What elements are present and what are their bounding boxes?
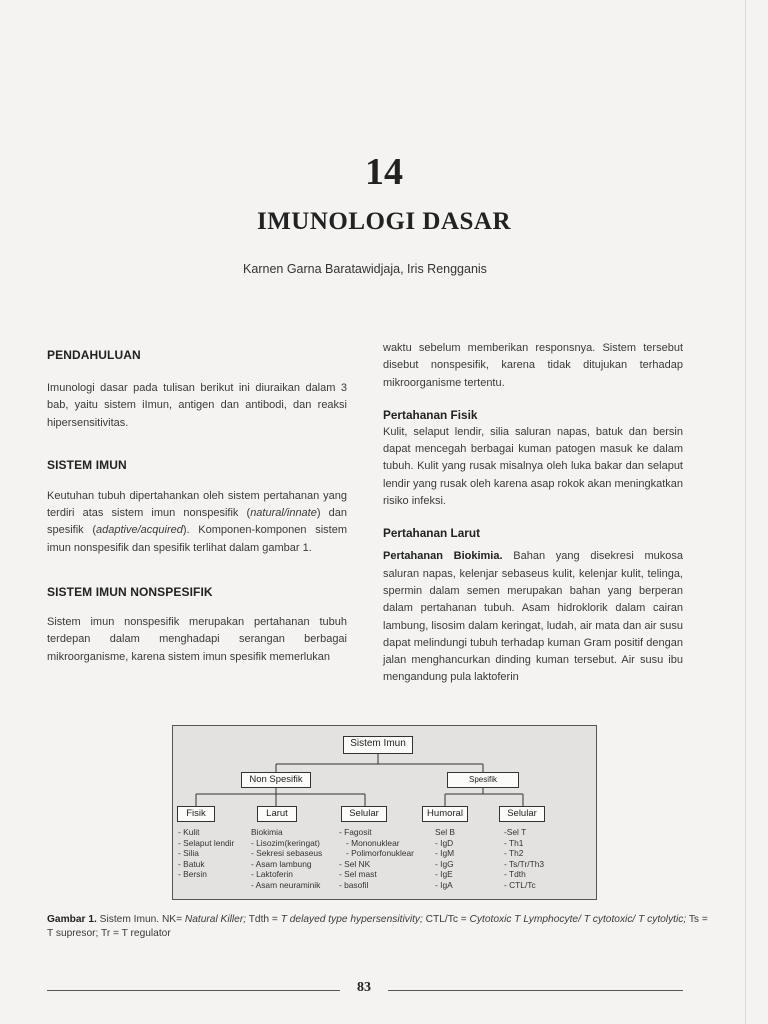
list-humoral: Sel B - IgD - IgM - IgG - IgE - IgA (435, 827, 456, 890)
emphasis-natural-innate: natural/innate (250, 507, 317, 520)
left-column (47, 340, 347, 666)
list-selular-spesifik: -Sel T - Th1 - Th2 - Ts/Tr/Th3 - Tdth - CTL/Tc (504, 827, 545, 890)
chapter-authors: Karnen Garna Baratawidjaja, Iris Rengganis (243, 262, 487, 276)
right-column (383, 340, 683, 687)
paragraph-continuation: waktu sebelum memberikan responsnya. Sistem tersebut disebut nonspesifik, karena tidak ditujukan terhadap mikroorganisme tertentu. (383, 342, 683, 389)
text-run: Tdth = (246, 914, 281, 925)
paragraph-nonspesifik: Sistem imun nonspesifik merupakan pertahanan tubuh terdepan dalam menghadapi serangan berbagai mikroorganisme, karena sistem imun spesifik memerlukan (47, 616, 347, 663)
chapter-title: IMUNOLOGI DASAR (256, 208, 512, 235)
node-selular-nonspesifik: Selular (341, 806, 387, 822)
heading-pendahuluan: PENDAHULUAN (47, 348, 141, 362)
caption-label: Gambar 1. (47, 914, 97, 925)
paragraph-pertahanan-biokimia (383, 548, 683, 686)
emphasis-adaptive-acquired: adaptive/acquired (96, 524, 183, 537)
figure-caption (47, 913, 712, 941)
paragraph-pertahanan-fisik: Kulit, selaput lendir, silia saluran napas, batuk dan bersin dapat mencegah berbagai kuman patogen masuk ke dalam tubuh. Kulit yang rusak misalnya oleh luka bakar dan selaput lendir yang rusak oleh karena asap rokok akan meningkatkan risiko infeksi. (383, 425, 683, 508)
text-run: Keutuhan tubuh dipertahankan oleh sistem pertahanan yang terdiri atas sistem imun nonspesifik ( (47, 489, 347, 520)
node-fisik: Fisik (177, 806, 215, 822)
text-run: CTL/Tc = (422, 914, 470, 925)
list-selular-nonspesifik: - Fagosit - Mononuklear - Polimorfonuklear - Sel NK - Sel mast - basofil (339, 827, 414, 890)
node-selular-spesifik: Selular (499, 806, 545, 822)
figure-immune-system-diagram (172, 725, 597, 900)
emphasis: T delayed type hypersensitivity; (280, 914, 423, 925)
heading-pertahanan-fisik: Pertahanan Fisik (383, 407, 478, 422)
heading-sistem-imun: SISTEM IMUN (47, 457, 127, 472)
chapter-number: 14 (365, 151, 403, 193)
text-run: ) dan spesifik ( (47, 507, 347, 537)
node-spesifik: Spesifik (447, 772, 519, 788)
emphasis: Cytotoxic T Lymphocyte/ T cytotoxic/ T cytolytic; (469, 914, 687, 925)
emphasis: Natural Killer; (184, 914, 247, 925)
page-number: 83 (357, 980, 371, 995)
list-fisik: - Kulit - Selaput lendir - Silia - Batuk - Bersin (178, 827, 235, 879)
node-humoral: Humoral (422, 806, 468, 822)
paragraph-pendahuluan: Imunologi dasar pada tulisan berikut ini diuraikan dalam 3 bab, yaitu sistem iImun, antigen dan antibodi, dan reaksi hipersensitivitas. (47, 382, 347, 429)
text-run: ). Komponen-komponen sistem imun nonspesifik dan spesifik terlihat dalam gambar 1. (47, 524, 347, 554)
text-run: Ts = T supresor; Tr = T regulator (47, 914, 708, 939)
text-run: Sistem Imun. NK= (96, 914, 185, 925)
node-sistem-imun: Sistem Imun (343, 736, 413, 754)
paragraph-sistem-imun (47, 488, 347, 557)
heading-pertahanan-larut: Pertahanan Larut (383, 526, 481, 541)
node-non-spesifik: Non Spesifik (241, 772, 311, 788)
run-in-biokimia: Pertahanan Biokimia. (383, 550, 503, 563)
heading-sistem-imun-nonspesifik: SISTEM IMUN NONSPESIFIK (47, 585, 213, 600)
footer-rule-right (388, 990, 683, 991)
node-larut: Larut (257, 806, 297, 822)
text-run: Bahan yang disekresi mukosa saluran napas, kelenjar sebaseus kulit, kelenjar kulit, telinga, spermin dalam semen merupakan bahan yang berperan dalam pertahanan tubuh. Asam hidroklorik dalam cairan lambung, lisosim dalam keringat, ludah, air mata dan air susu dapat melindungi tubuh terhadap kuman Gram positif dengan jalan menghancurkan dinding kuman tersebut. Air susu ibu mengandung pula laktoferin (383, 550, 684, 684)
list-larut: Biokimia - Lisozim(keringat) - Sekresi sebaseus - Asam lambung - Laktoferin - Asam neuraminik (251, 827, 323, 890)
footer-rule-left (47, 990, 340, 991)
